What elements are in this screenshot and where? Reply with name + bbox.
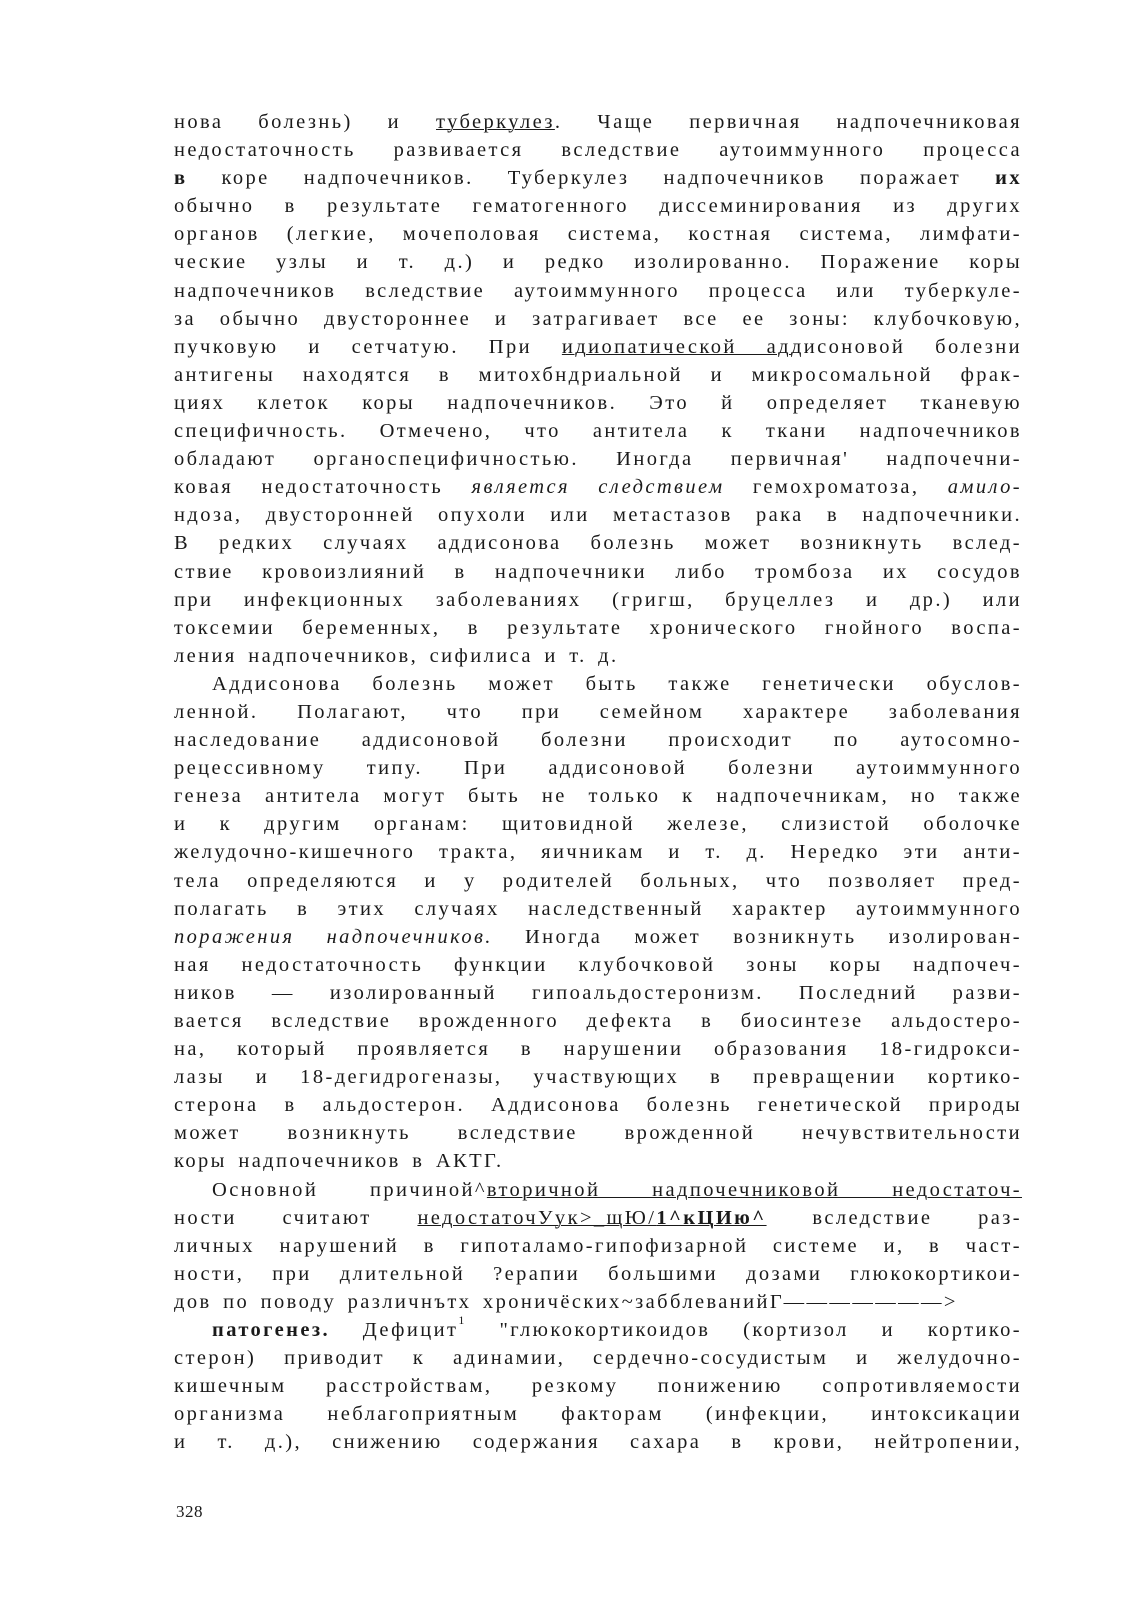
- text-line: антигены находятся в митохбндриальной и микросомальной фрак-: [174, 363, 1022, 386]
- text-line: стерон) приводит к адинамии, сердечно-сосудистым и желудочно-: [174, 1347, 1022, 1370]
- text-line: коры надпочечников в АКТГ.: [174, 1150, 504, 1173]
- text-line: вается вследствие врожденного дефекта в биосинтезе альдостеро-: [174, 1010, 1022, 1032]
- text-line: генеза антитела могут быть не только к надпочечникам, но также: [174, 785, 1022, 808]
- text-line: стерона в альдостерон. Аддисонова болезнь генетической природы: [174, 1094, 1022, 1117]
- text-line: поражения надпочечников. Иногда может возникнуть изолирован-: [174, 925, 1022, 948]
- text-line: на, который проявляется в нарушении образования 18-гидрокси-: [174, 1038, 1022, 1061]
- text-line: в коре надпочечников. Туберкулез надпочечников поражает их: [174, 167, 1022, 190]
- text-line: ности, при длительной ?ерапии большими дозами глюкокортикои-: [174, 1262, 1022, 1285]
- text-line: может возникнуть вследствие врожденной нечувствительности: [174, 1122, 1022, 1145]
- text-line: за обычно двустороннее и затрагивает все ее зоны: клубочковую,: [174, 307, 1022, 330]
- text-line: дов по поводу различнътх хроничёских~забблеванийГ———————>: [174, 1290, 958, 1313]
- text-line: ленной. Полагают, что при семейном характере заболевания: [174, 700, 1022, 723]
- text-line: пучковую и сетчатую. При идиопатической аддисоновой болезни: [174, 335, 1022, 358]
- text-line: обычно в результате гематогенного диссеминирования из других: [174, 195, 1022, 218]
- text-line: ления надпочечников, сифилиса и т. д.: [174, 644, 619, 667]
- text-line: полагать в этих случаях наследственный характер аутоиммунного: [174, 897, 1022, 920]
- text-line: В редких случаях аддисонова болезнь может возникнуть вслед-: [174, 532, 1022, 555]
- text-line: недостаточность развивается вследствие аутоиммунного процесса: [174, 139, 1022, 162]
- text-line: Аддисонова болезнь может быть также генетически обуслов-: [212, 672, 1022, 695]
- text-line: ковая недостаточность является следствием гемохроматоза, амило-: [174, 476, 1022, 499]
- text-line: желудочно-кишечного тракта, яичникам и т. д. Нередко эти анти-: [174, 841, 1022, 864]
- text-line: надпочечников вследствие аутоиммунного процесса или туберкуле-: [174, 279, 1022, 302]
- footnote-mark: 1: [458, 1316, 467, 1328]
- text-line: специфичность. Отмечено, что антитела к ткани надпочечников: [174, 420, 1022, 443]
- text-line: наследование аддисоновой болезни происходит по аутосомно-: [174, 729, 1022, 752]
- text-line: лазы и 18-дегидрогеназы, участвующих в превращении кортико-: [174, 1066, 1022, 1089]
- text-line: ная недостаточность функции клубочковой зоны коры надпочеч-: [174, 953, 1022, 976]
- text-line: ствие кровоизлияний в надпочечники либо тромбоза их сосудов: [174, 560, 1022, 583]
- page-text: [174, 108, 1022, 1457]
- text-line: ников — изолированный гипоальдостеронизм. Последний разви-: [174, 981, 1022, 1004]
- text-line: тела определяются и у родителей больных, что позволяет пред-: [174, 869, 1022, 892]
- text-line: нова болезнь) и туберкулез. Чаще первичная надпочечниковая: [174, 111, 1022, 133]
- text-line: кишечным расстройствам, резкому понижению сопротивляемости: [174, 1375, 1022, 1398]
- text-line: личных нарушений в гипоталамо-гипофизарной системе и, в част-: [174, 1234, 1022, 1257]
- text-line: организма неблагоприятным факторам (инфекции, интоксикации: [174, 1403, 1022, 1426]
- text-line: патогенез. Дефицит$^1$ "глюкокортикоидов (кортизол и кортико-: [174, 1316, 1022, 1344]
- text-line: при инфекционных заболеваниях (григш, бруцеллез и др.) или: [174, 588, 1022, 611]
- text-line: и т. д.), снижению содержания сахара в крови, нейтропении,: [174, 1431, 1022, 1454]
- text-line: токсемии беременных, в результате хронического гнойного воспа-: [174, 616, 1022, 639]
- text-line: Основной причиной^вторичной надпочечниковой недостаточ-: [212, 1178, 1022, 1201]
- text-line: ндоза, двусторонней опухоли или метастазов рака в надпочечники.: [174, 504, 1022, 527]
- text-line: обладают органоспецифичностью. Иногда первичная' надпочечни-: [174, 448, 1022, 471]
- text-line: ности считают недостаточУук>_щЮ/1^кЦИю^ вследствие раз-: [174, 1206, 1022, 1229]
- text-line: рецессивному типу. При аддисоновой болезни аутоиммунного: [174, 757, 1022, 780]
- text-line: и к другим органам: щитовидной железе, слизистой оболочке: [174, 813, 1022, 836]
- text-line: циях клеток коры надпочечников. Это й определяет тканевую: [174, 391, 1022, 414]
- section-heading: патогенез.: [212, 1319, 330, 1342]
- text-line: ческие узлы и т. д.) и редко изолированно. Поражение коры: [174, 251, 1022, 274]
- text-line: органов (легкие, мочеполовая система, костная система, лимфати-: [174, 223, 1022, 246]
- page-number: 328: [176, 1502, 203, 1521]
